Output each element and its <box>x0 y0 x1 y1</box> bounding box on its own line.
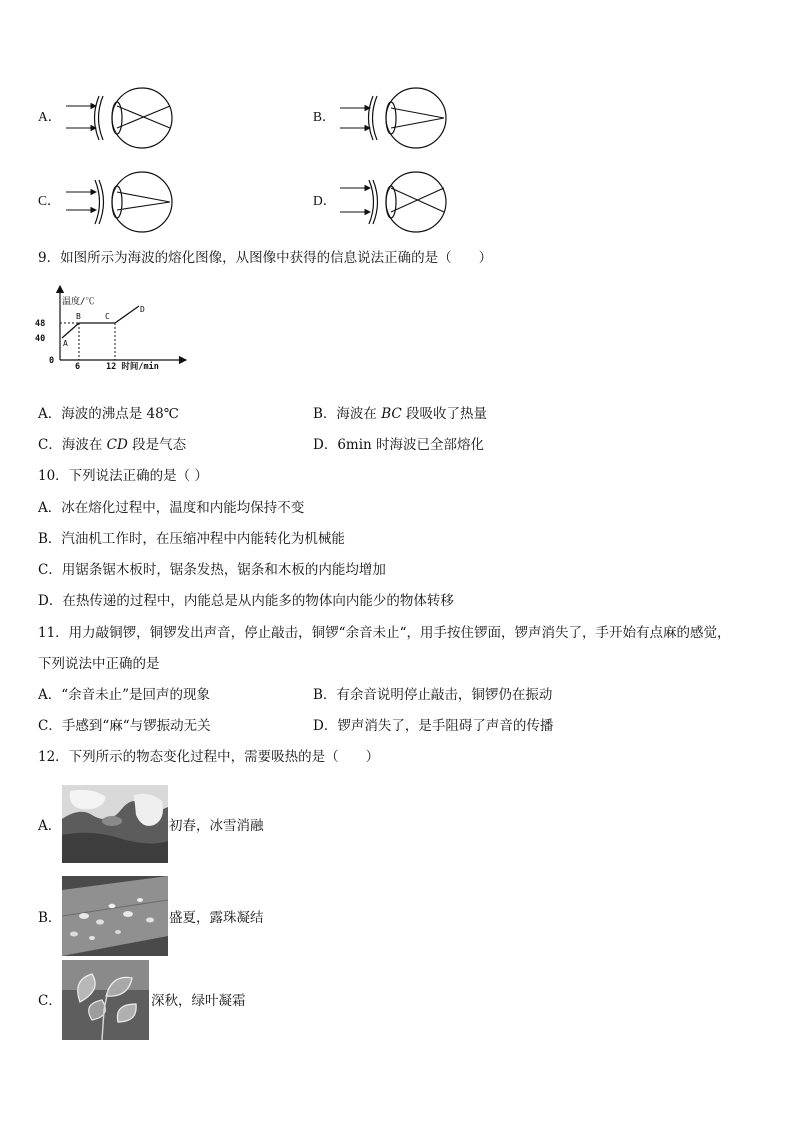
point-label-a: A <box>63 339 68 348</box>
q12-option-a-photo-melting-snow <box>62 785 168 863</box>
q10-stem: 10．下列说法正确的是（ ） <box>38 468 208 484</box>
q8-option-a-eye-diagram <box>62 86 177 150</box>
q9-stem: 9．如图所示为海波的熔化图像，从图像中获得的信息说法正确的是（ ） <box>38 250 493 266</box>
q12-option-c-text: 深秋，绿叶凝霜 <box>151 993 246 1009</box>
q8-option-b-eye-diagram <box>336 86 451 150</box>
q11-option-a: A．“余音未止”是回声的现象 <box>38 687 211 703</box>
q11-option-c: C．手感到“麻“与锣振动无关 <box>38 718 211 734</box>
q8-option-a-label: A． <box>38 109 62 124</box>
point-label-c: C <box>105 312 110 321</box>
q12-option-b-label: B． <box>38 910 62 926</box>
q8-option-b-label: B． <box>313 109 336 124</box>
q12-stem: 12．下列所示的物态变化过程中，需要吸热的是（ ） <box>38 749 380 765</box>
q8-option-c-eye-diagram <box>62 170 177 234</box>
y-tick-0: 0 <box>49 356 55 366</box>
q9-option-d: D．6min 时海波已全部熔化 <box>313 437 485 453</box>
q12-option-c-label: C． <box>38 993 62 1009</box>
q12-option-c-photo-frosted-leaves <box>62 960 149 1040</box>
point-label-b: B <box>76 312 81 321</box>
graph-xlabel: 12 时间/min <box>106 362 159 372</box>
q9-melting-graph <box>34 282 194 374</box>
q8-option-d-label: D． <box>313 193 337 208</box>
q10-option-d: D．在热传递的过程中，内能总是从内能多的物体向内能少的物体转移 <box>38 593 454 609</box>
q8-option-c-label: C． <box>38 193 61 208</box>
q12-option-b-text: 盛夏，露珠凝结 <box>169 910 264 926</box>
q11-option-d: D．锣声消失了，是手阻碍了声音的传播 <box>313 718 554 734</box>
q9-option-a: A．海波的沸点是 48℃ <box>38 406 179 422</box>
q11-option-b: B．有余音说明停止敲击，铜锣仍在振动 <box>313 687 553 703</box>
q10-option-b: B．汽油机工作时，在压缩冲程中内能转化为机械能 <box>38 531 345 547</box>
temperature-curve <box>62 306 139 338</box>
q8-option-d-eye-diagram <box>336 170 451 234</box>
q9-option-c: C．海波在 CD 段是气态 <box>38 437 187 453</box>
graph-ylabel: 温度/℃ <box>62 297 95 307</box>
q11-stem-line1: 11．用力敲铜锣，铜锣发出声音，停止敲击，铜锣“余音未止“，用手按住锣面，锣声消失了，手开始有点麻的感觉， <box>38 625 731 641</box>
x-tick-6: 6 <box>75 362 81 372</box>
q10-option-c: C．用锯条锯木板时，锯条发热，锯条和木板的内能均增加 <box>38 562 386 578</box>
y-tick-40: 40 <box>35 334 46 344</box>
q11-stem-line2: 下列说法中正确的是 <box>38 656 160 672</box>
q12-option-b-photo-dew-drops <box>62 876 168 956</box>
q12-option-a-text: 初春，冰雪消融 <box>169 818 264 834</box>
point-label-d: D <box>140 305 145 314</box>
q10-option-a: A．冰在熔化过程中，温度和内能均保持不变 <box>38 500 305 516</box>
q12-option-a-label: A． <box>38 818 62 834</box>
q9-option-b: B．海波在 BC 段吸收了热量 <box>313 406 488 422</box>
y-tick-48: 48 <box>35 319 46 329</box>
